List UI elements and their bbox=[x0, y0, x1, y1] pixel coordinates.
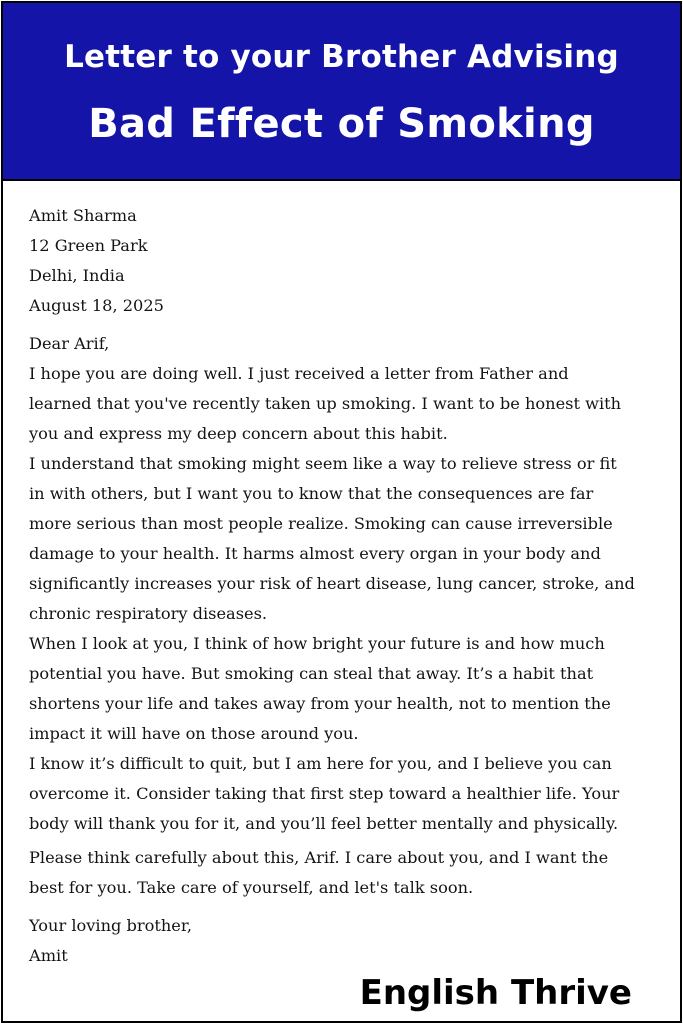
sender-name: Amit Sharma bbox=[29, 206, 137, 225]
letter-frame bbox=[1, 1, 682, 1023]
closing-line: best for you. Take care of yourself, and let's talk soon. bbox=[29, 878, 474, 897]
letter-body bbox=[29, 201, 669, 971]
body-line: in with others, but I want you to know that the consequences are far bbox=[29, 484, 594, 503]
body-line: more serious than most people realize. Smoking can cause irreversible bbox=[29, 514, 613, 533]
title-line-1: Letter to your Brother Advising bbox=[64, 39, 619, 75]
body-line: impact it will have on those around you. bbox=[29, 724, 359, 743]
title-banner bbox=[3, 3, 680, 181]
body-line: you and express my deep concern about this habit. bbox=[29, 424, 448, 443]
body-line: damage to your health. It harms almost every organ in your body and bbox=[29, 544, 601, 563]
body-line: shortens your life and takes away from your health, not to mention the bbox=[29, 694, 611, 713]
body-line: significantly increases your risk of heart disease, lung cancer, stroke, and bbox=[29, 574, 635, 593]
body-line: I understand that smoking might seem like a way to relieve stress or fit bbox=[29, 454, 617, 473]
letter-date: August 18, 2025 bbox=[29, 296, 164, 315]
brand-watermark: English Thrive bbox=[359, 973, 632, 1013]
sender-street: 12 Green Park bbox=[29, 236, 148, 255]
title-line-2: Bad Effect of Smoking bbox=[88, 101, 595, 147]
signoff: Your loving brother, bbox=[29, 916, 192, 935]
body-line: I know it’s difficult to quit, but I am here for you, and I believe you can bbox=[29, 754, 612, 773]
body-line: chronic respiratory diseases. bbox=[29, 604, 268, 623]
closing-line: Please think carefully about this, Arif. I care about you, and I want the bbox=[29, 848, 609, 867]
body-line: overcome it. Consider taking that first step toward a healthier life. Your bbox=[29, 784, 620, 803]
body-line: body will thank you for it, and you’ll feel better mentally and physically. bbox=[29, 814, 619, 833]
body-line: I hope you are doing well. I just received a letter from Father and bbox=[29, 364, 569, 383]
sender-city: Delhi, India bbox=[29, 266, 125, 285]
salutation: Dear Arif, bbox=[29, 334, 110, 353]
signature: Amit bbox=[29, 946, 68, 965]
body-line: potential you have. But smoking can steal that away. It’s a habit that bbox=[29, 664, 594, 683]
body-line: learned that you've recently taken up smoking. I want to be honest with bbox=[29, 394, 622, 413]
body-line: When I look at you, I think of how bright your future is and how much bbox=[29, 634, 605, 653]
